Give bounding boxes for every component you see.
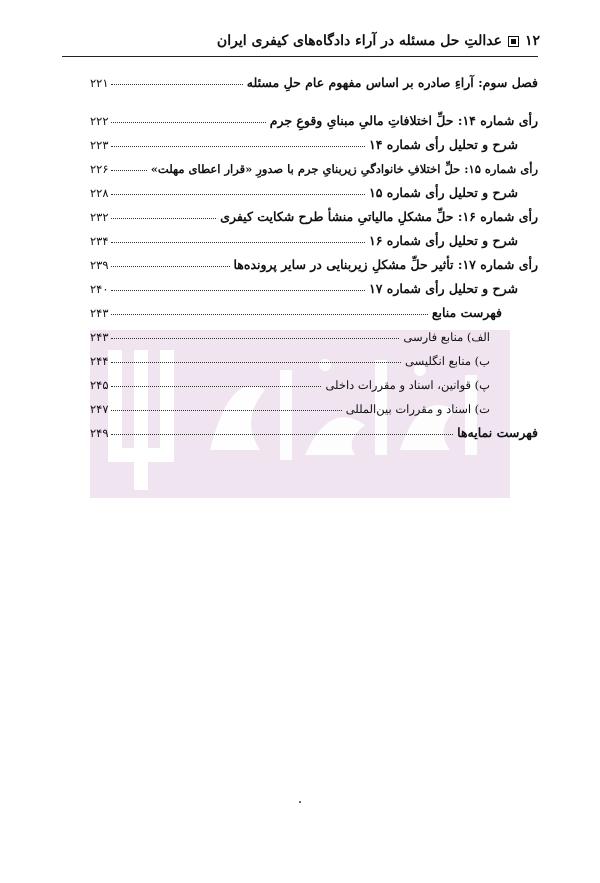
footer-mark: ٠	[296, 794, 304, 810]
leader-dots	[111, 266, 230, 267]
leader-dots	[111, 84, 243, 85]
leader-dots	[111, 146, 365, 147]
toc-entry[interactable]: شرح و تحلیل رأی شماره ۱۷ ۲۴۰	[90, 281, 518, 296]
toc-entry[interactable]: ب) منابع انگلیسی ۲۴۴	[90, 354, 490, 368]
page-number: ۱۲	[524, 33, 540, 49]
toc-entry[interactable]: رأی شماره ۱۷: تأثیر حلِّ مشکلِ زیربنایی در سایر پرونده‌ها ۲۳۹	[90, 257, 538, 272]
header-rule	[62, 56, 538, 57]
leader-dots	[111, 170, 147, 171]
toc-entry[interactable]: شرح و تحلیل رأی شماره ۱۶ ۲۳۴	[90, 233, 518, 248]
leader-dots	[111, 242, 365, 243]
leader-dots	[111, 194, 365, 195]
leader-dots	[111, 314, 428, 315]
square-bullet-icon	[508, 36, 519, 47]
toc-entry[interactable]: الف) منابع فارسی ۲۴۳	[90, 330, 490, 344]
leader-dots	[111, 362, 402, 363]
toc-entry[interactable]: شرح و تحلیل رأی شماره ۱۴ ۲۲۳	[90, 137, 518, 152]
leader-dots	[111, 290, 365, 291]
leader-dots	[111, 410, 342, 411]
page-header	[60, 33, 540, 49]
toc-entry[interactable]: رأی شماره ۱۴: حلِّ اختلافاتِ مالیِ مبنایِ وقوعِ جرم ۲۲۲	[90, 113, 538, 128]
toc-entry[interactable]: رأی شماره ۱۵: حلِّ اختلافِ خانوادگیِ زیربنایِ جرم با صدورِ «قرار اعطای مهلت» ۲۲۶	[90, 162, 538, 176]
toc-entry[interactable]: فصل سوم: آراءِ صادره بر اساس مفهوم عام حلِ مسئله ۲۲۱	[90, 75, 538, 90]
toc-entry[interactable]: رأی شماره ۱۶: حلِّ مشکلِ مالیاتیِ منشأ طرح شکایت کیفری ۲۳۲	[90, 209, 538, 224]
toc-entry[interactable]: پ) قوانین، اسناد و مقررات داخلی ۲۴۵	[90, 378, 490, 392]
toc-entry[interactable]: فهرست نمایه‌ها ۲۴۹	[90, 425, 538, 440]
book-title: عدالتِ حل مسئله در آراء دادگاه‌های کیفری ایران	[216, 33, 502, 49]
leader-dots	[111, 122, 266, 123]
leader-dots	[111, 434, 454, 435]
toc-entry[interactable]: شرح و تحلیل رأی شماره ۱۵ ۲۲۸	[90, 185, 518, 200]
leader-dots	[111, 218, 217, 219]
toc-entry[interactable]: ت) اسناد و مقررات بین‌المللی ۲۴۷	[90, 402, 490, 416]
leader-dots	[111, 386, 322, 387]
leader-dots	[111, 338, 400, 339]
toc-entry[interactable]: فهرست منابع ۲۴۳	[90, 305, 502, 320]
